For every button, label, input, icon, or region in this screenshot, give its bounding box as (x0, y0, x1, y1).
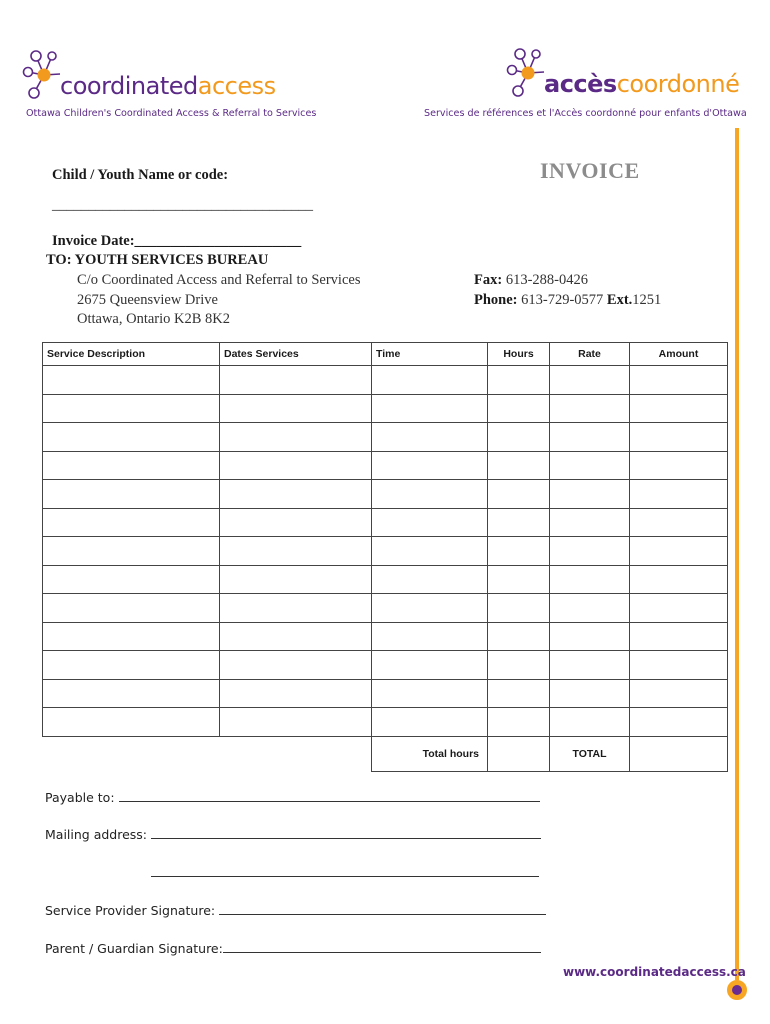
invoice-title: INVOICE (540, 158, 640, 183)
cell-time[interactable] (372, 451, 488, 480)
cell-rate[interactable] (550, 480, 630, 509)
table-row (43, 423, 728, 452)
fax-value: 613-288-0426 (505, 272, 588, 288)
col-hours: Hours (488, 343, 550, 366)
cell-dates-services[interactable] (220, 679, 372, 708)
col-amount: Amount (630, 343, 728, 366)
website-link[interactable]: www.coordinatedaccess.ca (563, 965, 746, 979)
table-row (43, 537, 728, 566)
cell-amount[interactable] (630, 651, 728, 680)
cell-hours[interactable] (488, 679, 550, 708)
cell-rate[interactable] (550, 508, 630, 537)
cell-amount[interactable] (630, 594, 728, 623)
mailing-address-field-2[interactable] (151, 864, 539, 877)
rule-end-dot-icon (727, 980, 747, 1000)
table-row (43, 366, 728, 395)
col-service-description: Service Description (43, 343, 220, 366)
cell-dates-services[interactable] (220, 594, 372, 623)
invoice-date-row (52, 233, 301, 250)
logo-acces-coordonne (424, 46, 747, 121)
cell-amount[interactable] (630, 480, 728, 509)
cell-amount[interactable] (630, 622, 728, 651)
mailing-address-field[interactable] (151, 826, 541, 839)
total-hours-cell[interactable] (488, 736, 550, 771)
cell-time[interactable] (372, 537, 488, 566)
provider-signature-label: Service Provider Signature: (45, 903, 216, 918)
cell-service-description[interactable] (43, 565, 220, 594)
cell-time[interactable] (372, 423, 488, 452)
invoice-date-label: Invoice Date: (52, 233, 135, 249)
table-row (43, 394, 728, 423)
cell-dates-services[interactable] (220, 394, 372, 423)
cell-rate[interactable] (550, 537, 630, 566)
cell-dates-services[interactable] (220, 651, 372, 680)
child-name-label: Child / Youth Name or code: (52, 167, 229, 183)
cell-service-description[interactable] (43, 651, 220, 680)
table-row (43, 622, 728, 651)
to-line (46, 252, 268, 269)
cell-dates-services[interactable] (220, 451, 372, 480)
table-row (43, 651, 728, 680)
cell-time[interactable] (372, 679, 488, 708)
cell-rate[interactable] (550, 622, 630, 651)
cell-hours[interactable] (488, 537, 550, 566)
logo-word-access: access (197, 72, 276, 100)
cell-dates-services[interactable] (220, 708, 372, 737)
phone-label: Phone: (474, 292, 518, 308)
fax-label: Fax: (474, 272, 503, 288)
cell-rate[interactable] (550, 366, 630, 395)
cell-rate[interactable] (550, 394, 630, 423)
cell-amount[interactable] (630, 679, 728, 708)
cell-hours[interactable] (488, 394, 550, 423)
parent-signature-field[interactable] (223, 940, 541, 953)
phone-line (474, 292, 661, 309)
table-total-row (43, 736, 728, 771)
mailing-address-row (45, 826, 541, 842)
cell-service-description[interactable] (43, 508, 220, 537)
cell-rate[interactable] (550, 423, 630, 452)
cell-dates-services[interactable] (220, 508, 372, 537)
cell-dates-services[interactable] (220, 622, 372, 651)
child-name-field[interactable]: ____________________________________ (52, 197, 313, 213)
cell-hours[interactable] (488, 423, 550, 452)
cell-amount[interactable] (630, 423, 728, 452)
parent-signature-row (45, 940, 541, 956)
cell-amount[interactable] (630, 508, 728, 537)
logo-word-coordinated: coordinated (60, 72, 198, 100)
cell-rate[interactable] (550, 651, 630, 680)
cell-service-description[interactable] (43, 451, 220, 480)
fax-line (474, 272, 588, 289)
cell-rate[interactable] (550, 451, 630, 480)
cell-hours[interactable] (488, 622, 550, 651)
cell-time[interactable] (372, 480, 488, 509)
cell-amount[interactable] (630, 451, 728, 480)
phone-value: 613-729-0577 (521, 292, 604, 308)
cell-time[interactable] (372, 565, 488, 594)
cell-service-description[interactable] (43, 537, 220, 566)
payable-to-row (45, 789, 540, 805)
cell-time[interactable] (372, 508, 488, 537)
cell-time[interactable] (372, 622, 488, 651)
cell-hours[interactable] (488, 451, 550, 480)
to-recipient: YOUTH SERVICES BUREAU (74, 252, 269, 268)
cell-service-description[interactable] (43, 594, 220, 623)
cell-service-description[interactable] (43, 622, 220, 651)
table-row (43, 565, 728, 594)
logo-coordinated-access (22, 48, 322, 123)
cell-amount[interactable] (630, 537, 728, 566)
cell-hours[interactable] (488, 708, 550, 737)
cell-time[interactable] (372, 708, 488, 737)
cell-hours[interactable] (488, 565, 550, 594)
payable-to-label: Payable to: (45, 790, 115, 805)
mailing-address-row-2 (151, 864, 539, 880)
logo-subtitle-en: Ottawa Children's Coordinated Access & Referral to Services (26, 108, 317, 119)
logo-word-coordonne: coordonné (616, 70, 740, 98)
cell-rate[interactable] (550, 565, 630, 594)
cell-amount[interactable] (630, 394, 728, 423)
vertical-rule (735, 128, 739, 980)
cell-service-description[interactable] (43, 366, 220, 395)
provider-signature-field[interactable] (219, 902, 546, 915)
col-rate: Rate (550, 343, 630, 366)
cell-dates-services[interactable] (220, 565, 372, 594)
cell-amount[interactable] (630, 565, 728, 594)
col-time: Time (372, 343, 488, 366)
cell-hours[interactable] (488, 651, 550, 680)
total-amount-cell[interactable] (630, 736, 728, 771)
payable-to-field[interactable] (119, 789, 540, 802)
parent-signature-label: Parent / Guardian Signature: (45, 941, 223, 956)
ext-label: Ext. (606, 292, 633, 308)
to-label: TO: (46, 252, 72, 268)
address-line-3: Ottawa, Ontario K2B 8K2 (77, 311, 231, 327)
provider-signature-row (45, 902, 546, 918)
table-row (43, 594, 728, 623)
mailing-address-label: Mailing address: (45, 827, 148, 842)
ext-value: 1251 (632, 292, 662, 308)
address-line-2: 2675 Queensview Drive (77, 292, 218, 308)
cell-hours[interactable] (488, 594, 550, 623)
total-hours-label: Total hours (372, 736, 488, 771)
cell-service-description[interactable] (43, 480, 220, 509)
logo-subtitle-fr: Services de références et l'Accès coordonné pour enfants d'Ottawa (424, 108, 747, 119)
cell-amount[interactable] (630, 366, 728, 395)
table-row (43, 679, 728, 708)
invoice-date-field[interactable]: _______________________ (134, 233, 302, 249)
cell-dates-services[interactable] (220, 480, 372, 509)
cell-service-description[interactable] (43, 394, 220, 423)
cell-hours[interactable] (488, 508, 550, 537)
col-dates-services: Dates Services (220, 343, 372, 366)
cell-rate[interactable] (550, 708, 630, 737)
cell-dates-services[interactable] (220, 366, 372, 395)
cell-hours[interactable] (488, 366, 550, 395)
table-row (43, 480, 728, 509)
cell-service-description[interactable] (43, 679, 220, 708)
cell-rate[interactable] (550, 679, 630, 708)
logo-word-acces: accès (544, 70, 617, 98)
cell-amount[interactable] (630, 708, 728, 737)
cell-time[interactable] (372, 394, 488, 423)
cell-time[interactable] (372, 651, 488, 680)
address-line-1: C/o Coordinated Access and Referral to Services (77, 272, 361, 288)
service-table (42, 342, 728, 772)
table-header-row (43, 343, 728, 366)
cell-dates-services[interactable] (220, 537, 372, 566)
table-row (43, 451, 728, 480)
cell-hours[interactable] (488, 480, 550, 509)
total-label: TOTAL (550, 736, 630, 771)
cell-service-description[interactable] (43, 708, 220, 737)
cell-time[interactable] (372, 366, 488, 395)
cell-dates-services[interactable] (220, 423, 372, 452)
cell-time[interactable] (372, 594, 488, 623)
cell-service-description[interactable] (43, 423, 220, 452)
table-row (43, 508, 728, 537)
cell-rate[interactable] (550, 594, 630, 623)
table-row (43, 708, 728, 737)
